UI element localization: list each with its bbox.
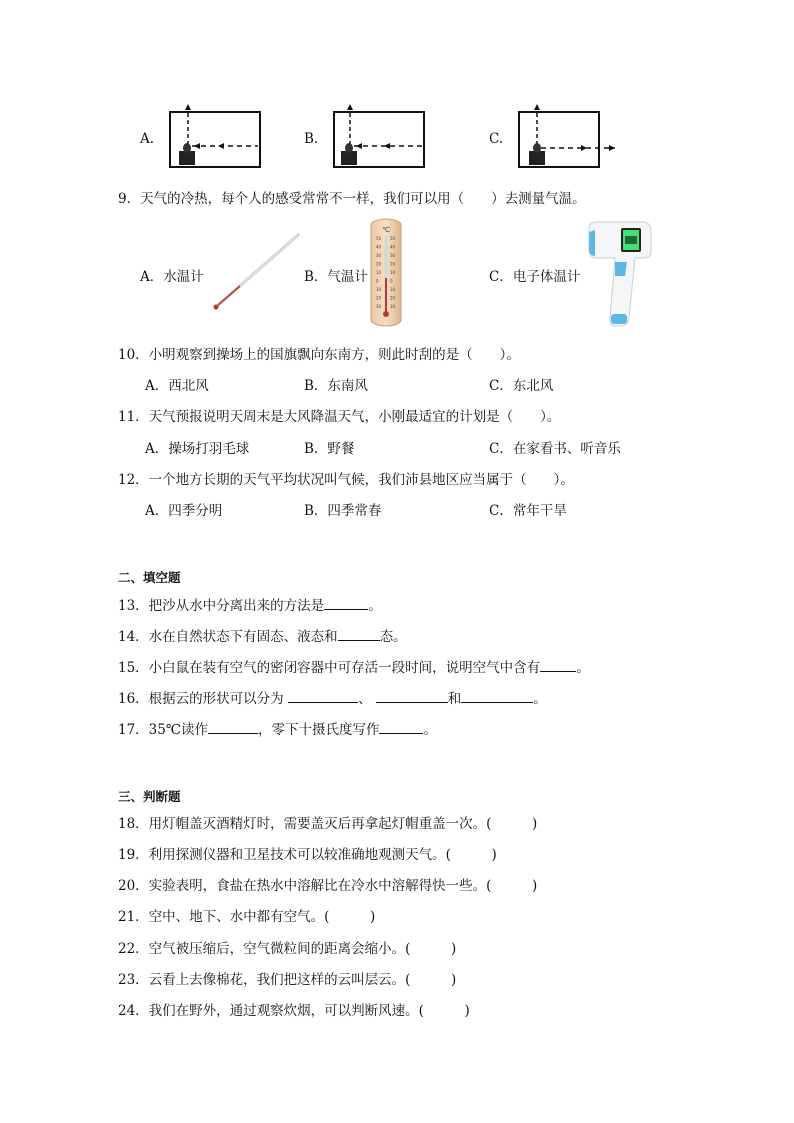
q8-option-c-label: C. [489,131,504,147]
q11-option-a: A．操场打羽毛球 [145,441,250,457]
thermometer-scale-label: 30 [376,304,382,309]
question-15 [118,656,590,676]
question-22: 22．空气被压缩后，空气微粒间的距离会缩小。( ) [118,941,457,957]
q13-end: 。 [368,598,382,614]
q8-diagram-c [517,104,617,170]
question-17 [118,718,437,738]
q14-end: 态。 [379,629,407,645]
question-10: 10．小明观察到操场上的国旗飘向东南方，则此时刮的是（ ）。 [118,347,520,363]
q10-option-a: A．西北风 [145,378,209,394]
question-9: 9．天气的冷热，每个人的感受常常不一样，我们可以用（ ）去测量气温。 [118,191,586,207]
q13-text: 13．把沙从水中分离出来的方法是 [118,598,325,614]
q9-option-a: A．水温计 [140,269,204,285]
section-2-title: 二、填空题 [118,570,181,585]
q17-mid: ，零下十摄氏度写作 [257,722,380,738]
thermometer-scale-label: 10 [390,270,396,275]
q8-option-b-label: B. [304,131,319,147]
q17-text: 17．35℃读作 [118,722,208,738]
question-13 [118,594,382,614]
q12-option-c: C．常年干旱 [489,503,567,519]
q13-blank[interactable] [324,595,368,610]
q9-option-b: B．气温计 [304,269,368,285]
question-18: 18．用灯帽盖灭酒精灯时，需要盖灭后再拿起灯帽重盖一次。( ) [118,816,538,832]
thermometer-scale-label: 40 [390,244,396,250]
thermometer-scale-label: 30 [390,253,396,258]
thermometer-scale-label: 20 [376,261,382,267]
q16-blank-3[interactable] [461,688,533,703]
thermometer-scale-label: 10 [390,287,396,292]
thermometer-scale-label: 0 [376,278,379,284]
thermometer-scale-label: 30 [390,304,396,309]
thermometer-scale-label: 50 [376,236,382,241]
question-23: 23．云看上去像棉花，我们把这样的云叫层云。( ) [118,972,457,988]
q11-option-b: B．野餐 [304,441,355,457]
question-12: 12．一个地方长期的天气平均状况叫气候，我们沛县地区应当属于（ ）。 [118,472,574,488]
q15-blank[interactable] [540,657,576,672]
q8-diagram-a [168,104,263,170]
q14-text: 14．水在自然状态下有固态、液态和 [118,629,338,645]
q17-blank-1[interactable] [208,719,258,734]
q8-option-a-label: A. [140,131,155,147]
q16-sep-1: 、 [357,691,376,707]
q16-sep-2: 和 [447,691,462,707]
q16-blank-1[interactable] [288,688,358,703]
thermometer-scale-label: 10 [376,287,382,292]
q12-option-b: B．四季常春 [304,503,382,519]
q16-text: 16．根据云的形状可以分为 [118,691,288,707]
q17-end: 。 [423,722,437,738]
thermometer-scale-label: 20 [390,261,396,267]
air-thermometer-image [370,218,402,327]
q10-option-b: B．东南风 [304,378,368,394]
water-thermometer-image [210,232,302,312]
thermometer-scale-label: 40 [376,244,382,250]
infrared-thermometer-image [585,218,653,330]
thermometer-scale-label: 10 [376,270,382,275]
thermometer-scale-label: 30 [376,253,382,258]
thermometer-scale-label: 20 [376,295,382,301]
q10-option-c: C．东北风 [489,378,554,394]
thermometer-scale-label: 50 [390,236,396,241]
thermometer-unit: ℃ [382,226,390,234]
q14-blank[interactable] [338,626,380,641]
question-21: 21．空中、地下、水中都有空气。( ) [118,909,376,925]
question-24: 24．我们在野外，通过观察炊烟，可以判断风速。( ) [118,1003,470,1019]
section-3-title: 三、判断题 [118,789,181,804]
question-20: 20．实验表明，食盐在热水中溶解比在冷水中溶解得快一些。( ) [118,878,538,894]
question-11: 11．天气预报说明天周末是大风降温天气，小刚最适宜的计划是（ ）。 [118,409,561,425]
q9-option-c: C．电子体温计 [489,269,581,285]
q16-blank-2[interactable] [376,688,448,703]
q15-end: 。 [576,660,590,676]
question-16 [118,687,547,707]
question-14 [118,625,407,645]
q8-diagram-b [332,104,427,170]
q15-text: 15．小白鼠在装有空气的密闭容器中可存活一段时间，说明空气中含有 [118,660,541,676]
q12-option-a: A．四季分明 [145,503,223,519]
q11-option-c: C．在家看书、听音乐 [489,441,621,457]
q16-end: 。 [533,691,547,707]
question-19: 19．利用探测仪器和卫星技术可以较准确地观测天气。( ) [118,847,497,863]
q17-blank-2[interactable] [379,719,423,734]
thermometer-scale-label: 20 [390,295,396,301]
thermometer-scale-label: 0 [390,278,393,284]
